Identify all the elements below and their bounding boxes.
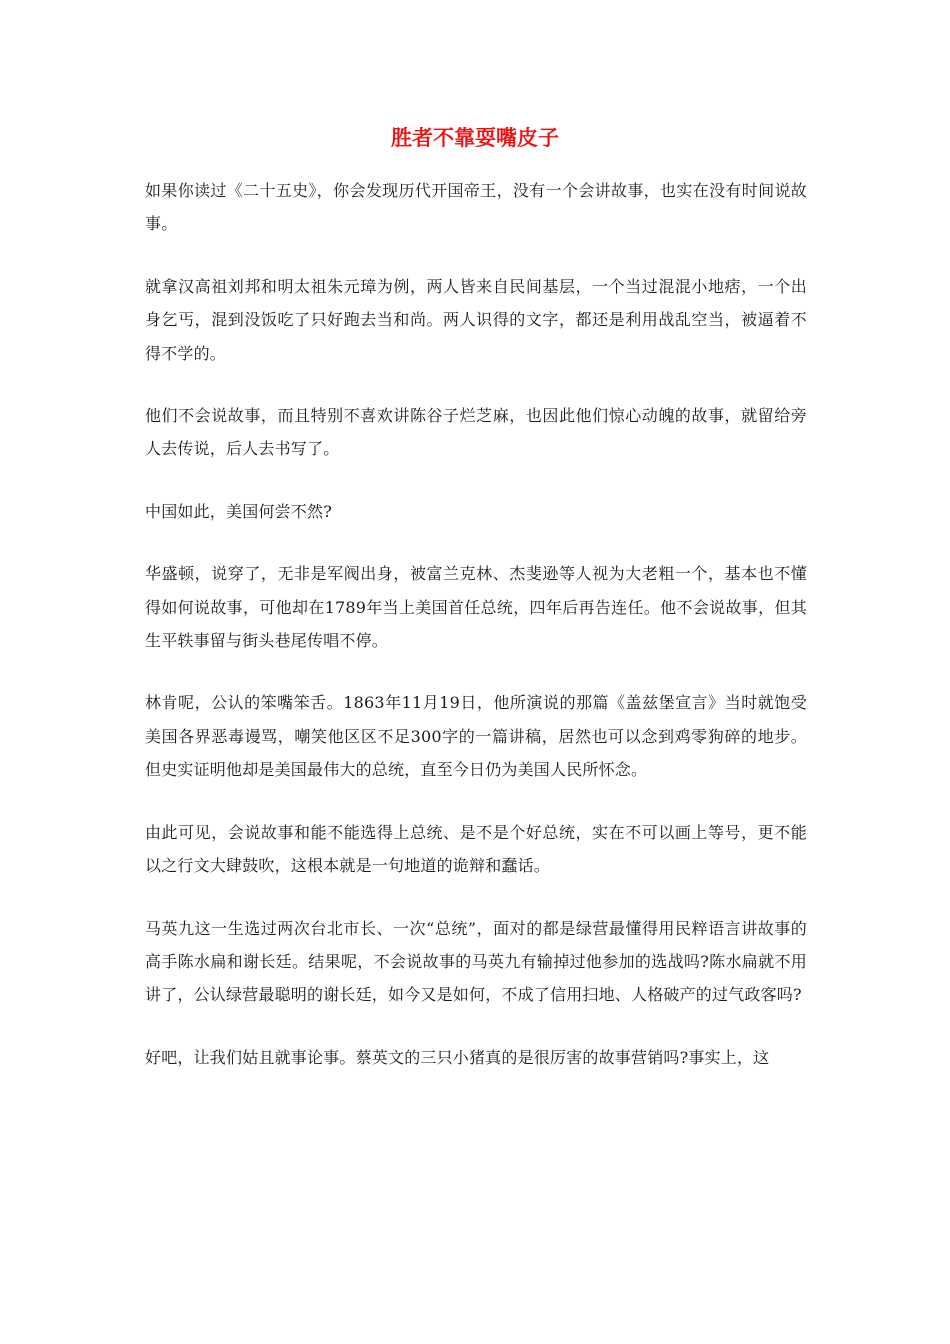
paragraph: 就拿汉高祖刘邦和明太祖朱元璋为例，两人皆来自民间基层，一个当过混混小地痞，一个出身乞丐，混到没饭吃了只好跑去当和尚。两人识得的文字，都还是利用战乱空当，被逼着不得不学的。 (145, 276, 807, 363)
paragraph: 他们不会说故事，而且特别不喜欢讲陈谷子烂芝麻，也因此他们惊心动魄的故事，就留给旁人去传说，后人去书写了。 (145, 406, 807, 459)
document-title: 胜者不靠耍嘴皮子 (391, 125, 559, 150)
paragraph: 马英九这一生选过两次台北市长、一次“总统”，面对的都是绿营最懂得用民粹语言讲故事的高手陈水扁和谢长廷。结果呢，不会说故事的马英九有输掉过他参加的选战吗?陈水扁就不用讲了，公认绿营最聪明的谢长廷，如今又是如何，不成了信用扫地、人格破产的过气政客吗? (145, 918, 807, 1005)
article-body (145, 174, 807, 1103)
paragraph: 好吧，让我们姑且就事论事。蔡英文的三只小猪真的是很厉害的故事营销吗?事实上，这 (145, 1047, 770, 1067)
paragraph: 中国如此，美国何尝不然? (145, 501, 332, 521)
paragraph: 林肯呢，公认的笨嘴笨舌。1863年11月19日，他所演说的那篇《盖兹堡宣言》当时就饱受美国各界恶毒谩骂，嘲笑他区区不足300字的一篇讲稿，居然也可以念到鸡零狗碎的地步。但史实证明他却是美国最伟大的总统，直至今日仍为美国人民所怀念。 (145, 693, 807, 780)
paragraph: 华盛顿，说穿了，无非是军阀出身，被富兰克林、杰斐逊等人视为大老粗一个，基本也不懂得如何说故事，可他却在1789年当上美国首任总统，四年后再告连任。他不会说故事，但其生平轶事留与街头巷尾传唱不停。 (145, 564, 807, 651)
paragraph: 如果你读过《二十五史》，你会发现历代开国帝王，没有一个会讲故事，也实在没有时间说故事。 (145, 181, 807, 234)
paragraph: 由此可见，会说故事和能不能选得上总统、是不是个好总统，实在不可以画上等号，更不能以之行文大肆鼓吹，这根本就是一句地道的诡辩和蠢话。 (145, 822, 807, 876)
